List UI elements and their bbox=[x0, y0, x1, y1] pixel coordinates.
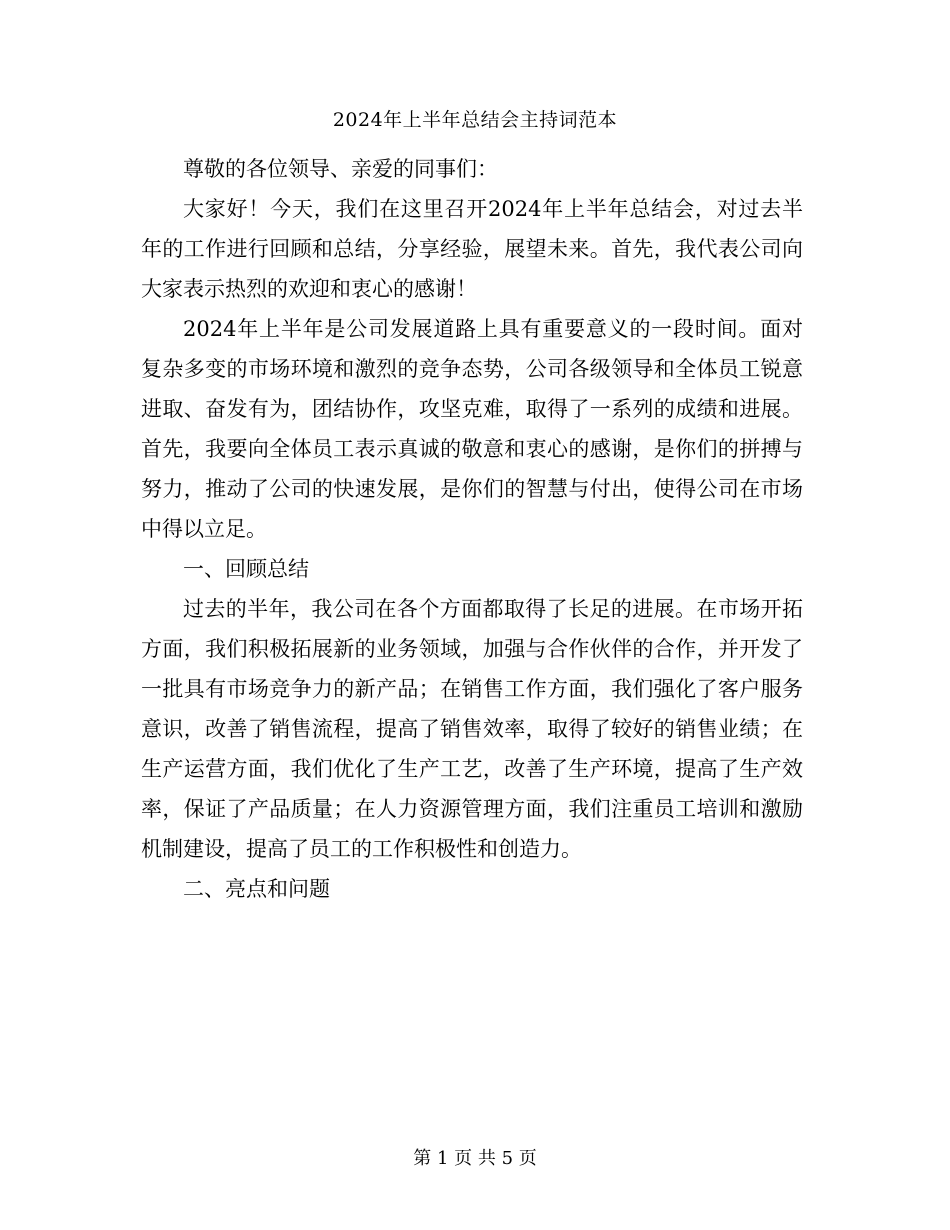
page-footer: 第 1 页 共 5 页 bbox=[413, 1148, 537, 1169]
section-heading-review: 一、回顾总结 bbox=[183, 557, 309, 581]
salutation-paragraph: 尊敬的各位领导、亲爱的同事们： bbox=[183, 157, 498, 181]
section-heading-highlights: 二、亮点和问题 bbox=[183, 877, 330, 901]
review-paragraph: 过去的半年，我公司在各个方面都取得了长足的进展。在市场开拓方面，我们积极拓展新的业务领域，加强与合作伙伴的合作，并开发了一批具有市场竞争力的新产品；在销售工作方面，我们强化了客户服务意识，改善了销售流程，提高了销售效率，取得了较好的销售业绩；在生产运营方面，我们优化了生产工艺，改善了生产环境，提高了生产效率，保证了产品质量；在人力资源管理方面，我们注重员工培训和激励机制建设，提高了员工的工作积极性和创造力。 bbox=[141, 597, 803, 861]
opening-paragraph: 大家好！今天，我们在这里召开2024年上半年总结会，对过去半年的工作进行回顾和总结，分享经验，展望未来。首先，我代表公司向大家表示热烈的欢迎和衷心的感谢！ bbox=[141, 197, 803, 301]
document-body bbox=[141, 149, 803, 909]
document-title: 2024年上半年总结会主持词范本 bbox=[332, 109, 618, 131]
overview-paragraph: 2024年上半年是公司发展道路上具有重要意义的一段时间。面对复杂多变的市场环境和激烈的竞争态势，公司各级领导和全体员工锐意进取、奋发有为，团结协作，攻坚克难，取得了一系列的成绩和进展。首先，我要向全体员工表示真诚的敬意和衷心的感谢，是你们的拼搏与努力，推动了公司的快速发展，是你们的智慧与付出，使得公司在市场中得以立足。 bbox=[141, 317, 803, 541]
